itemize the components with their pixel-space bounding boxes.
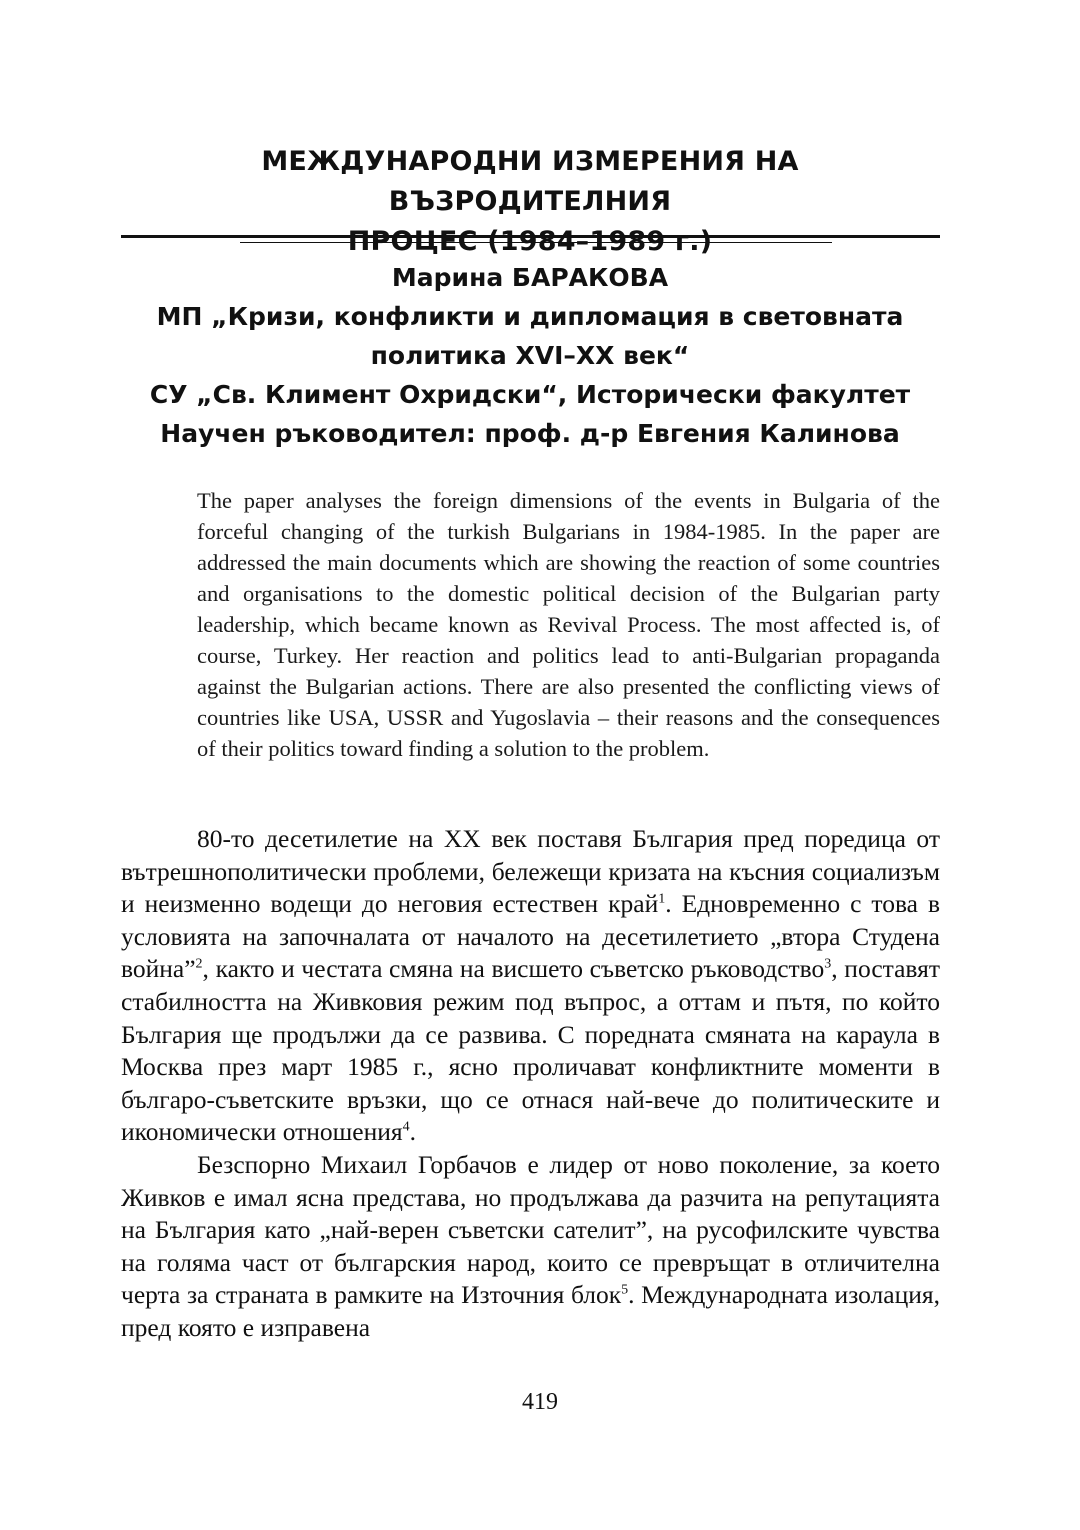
program-line-1: МП „Кризи, конфликти и дипломация в световната: [156, 302, 904, 331]
title-divider-thin: [240, 242, 832, 243]
paragraph-1-text-c: , както и честата смяна на висшето съветско ръководство: [202, 954, 825, 984]
footnote-ref-4[interactable]: 4: [402, 1119, 410, 1135]
paper-title: [120, 142, 940, 262]
paragraph-1: [121, 823, 940, 1149]
footnote-ref-2[interactable]: 2: [195, 956, 203, 972]
footnote-ref-5[interactable]: 5: [621, 1282, 629, 1298]
footnote-ref-1[interactable]: 1: [658, 891, 666, 907]
title-divider-thick: [121, 235, 940, 238]
program-line-2: политика XVI–XX век“: [370, 341, 690, 370]
author-name: Марина БАРАКОВА: [391, 263, 669, 292]
abstract: The paper analyses the foreign dimensions of the events in Bulgaria of the forceful changing of the turkish Bulgarians in 1984-1985. In the paper are addressed the main documents which are showing the reaction of some countries and organisations to the domestic political decision of the Bulgarian party leadership, which became known as Revival Process. The most affected is, of course, Turkey. Her reaction and politics lead to anti-Bulgarian propaganda against the Bulgarian actions. There are also presented the conflicting views of countries like USA, USSR and Yugoslavia – their reasons and the consequences of their politics toward finding a solution to the problem.: [197, 488, 940, 761]
body-text: [121, 823, 940, 1345]
university-affiliation: СУ „Св. Климент Охридски“, Исторически факултет: [149, 380, 911, 409]
paragraph-1-text-e: .: [409, 1117, 416, 1147]
supervisor: Научен ръководител: проф. д-р Евгения Калинова: [160, 419, 900, 448]
page-number: 419: [522, 1389, 558, 1415]
paragraph-1-text-b: . Едновременно с това в условията на започналата от началото на десетилетието „втора Студена война”: [121, 889, 940, 984]
paragraph-2-text-b: . Международната изолация, пред която е изправена: [121, 1280, 940, 1342]
paragraph-2: [121, 1149, 940, 1345]
paragraph-1-text-a: 80-то десетилетие на XX век поставя България пред поредица от вътрешнополитически проблеми, бележещи кризата на късния социализъм и неизменно водещи до неговия естествен край: [121, 824, 940, 919]
paragraph-1-text-d: , поставят стабилността на Живковия режим под въпрос, а оттам и пътя, по който България ще продължи да се развива. С поредната смяната на караула в Москва през март 1985 г., ясно проличават конфликтните моменти в българо-съветските връзки, що се отнася най-вече до политическите и икономически отношения: [121, 954, 940, 1147]
paragraph-2-text-a: Безспорно Михаил Горбачов е лидер от ново поколение, за което Живков е имал ясна представа, но продължава да разчита на репутацията на България като „най-верен съветски сателит”, на русофилските чувства на голяма част от българския народ, които се превръщат в отличителна черта за страната в рамките на Източния блок: [121, 1149, 940, 1310]
title-line-1: МЕЖДУНАРОДНИ ИЗМЕРЕНИЯ НА ВЪЗРОДИТЕЛНИЯ: [261, 146, 799, 217]
footnote-ref-3[interactable]: 3: [824, 956, 832, 972]
author-block: [120, 258, 940, 453]
